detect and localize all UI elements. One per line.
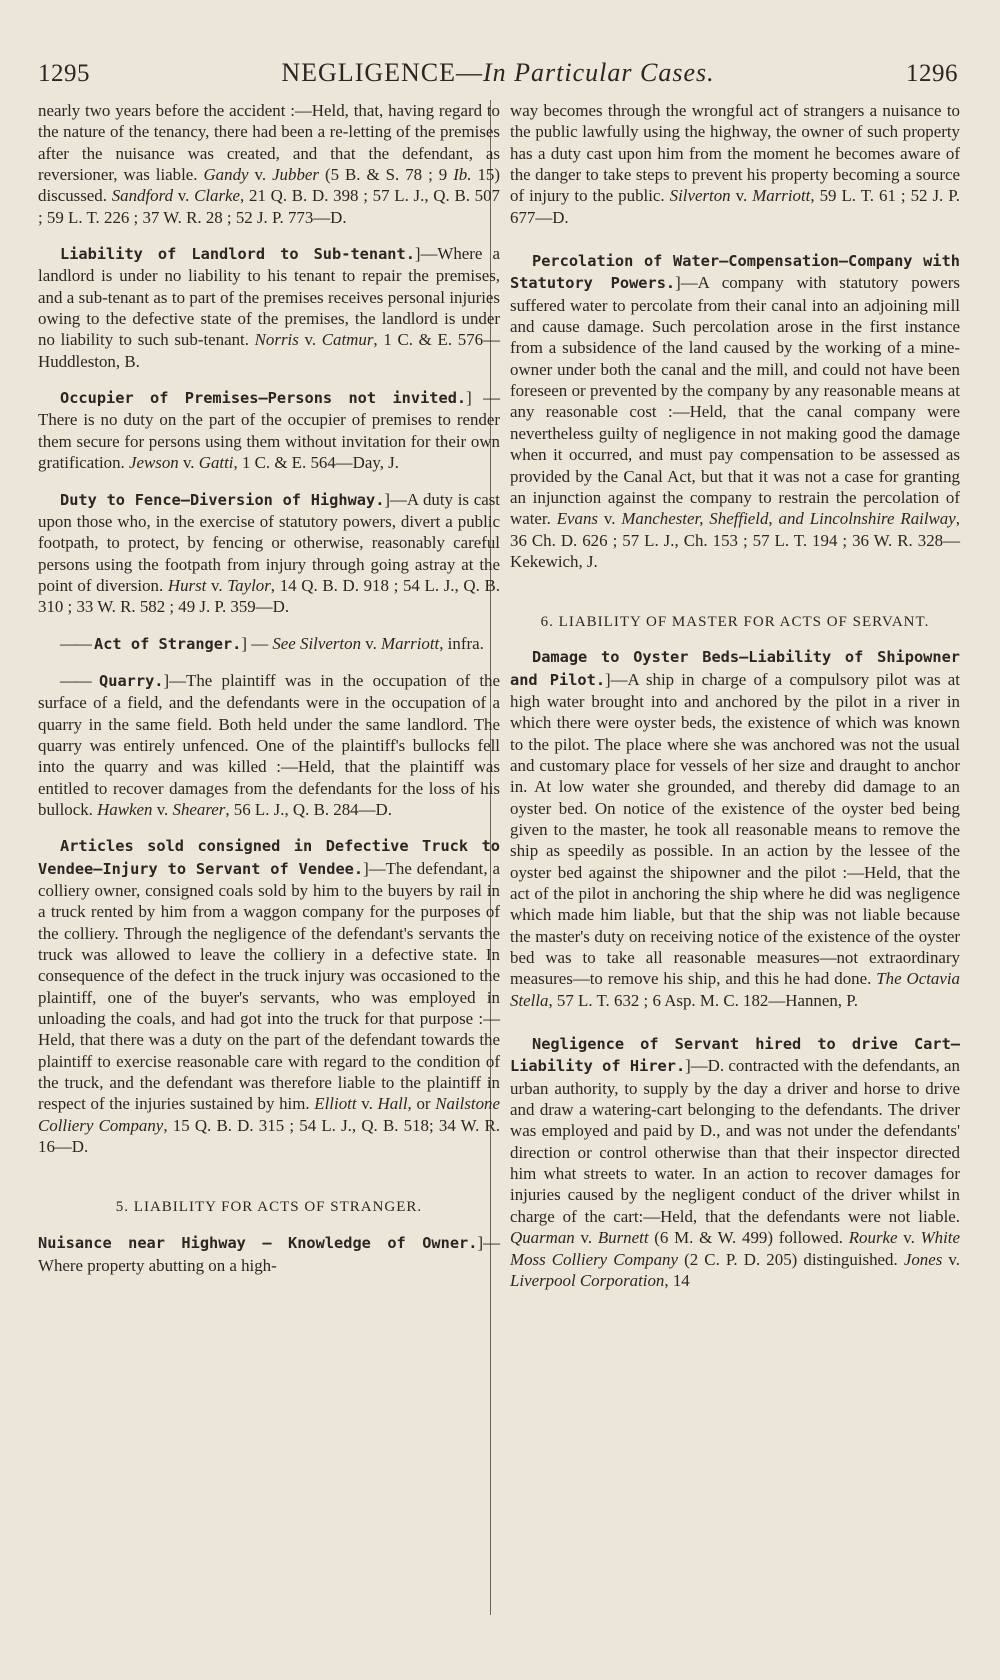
body-text: (5 B. & S. 78 ; 9 xyxy=(318,165,454,185)
ditto-dash: —— xyxy=(60,633,90,653)
body-text: ]—A company with statutory powers suffered water to percolate from their canal into an adjoining mill and cause damage. Such percolation arose in the first instance from a subsidence of the land caused by the working of a mine-owner under both the canal and the mill, and could not have been foreseen or prevented by the company by any reasonable means at any reasonable cost :—Held, that the canal company were nevertheless guilty of negligence in not making good the damage when it occurred, and must pay compensation to be assessed as provided by the Canal Act, but that it was not a case for granting an injunction against the company to restrain the percolation of water. xyxy=(510,273,960,529)
case-name: Manchester, Sheffield, and Lincolnshire Railway xyxy=(621,509,956,529)
body-text: , 57 L. T. 632 ; 6 Asp. M. C. 182—Hannen, P. xyxy=(548,990,858,1010)
body-text: v. xyxy=(206,575,228,595)
case-name: Hurst xyxy=(167,575,207,595)
case-name: Sandford xyxy=(111,186,174,206)
entry-heading: Nuisance near Highway — Knowledge of Owner. xyxy=(38,1234,478,1253)
body-text: ]—Where a landlord is under no liability to his tenant to repair the premises, and a sub-tenant as to part of the premises receives personal injuries owing to the defective state of the premises, the landlord is under no liability to such sub-tenant. xyxy=(38,244,500,350)
left-column xyxy=(38,100,500,1276)
case-name: Silverton xyxy=(300,633,362,653)
entry-servant-cart xyxy=(510,1033,960,1291)
entry-heading: Quarry. xyxy=(99,671,164,690)
body-text: ]—Where property abutting on a high- xyxy=(38,1233,500,1275)
body-text: , 14 xyxy=(664,1270,690,1290)
case-name: Shearer xyxy=(172,799,226,819)
body-text: v. xyxy=(361,633,382,653)
case-name: Hawken xyxy=(97,799,153,819)
entry-heading: Occupier of Premises—Persons not invited. xyxy=(60,389,467,408)
entry-heading: Duty to Fence—Diversion of Highway. xyxy=(60,490,385,509)
case-name: Rourke xyxy=(848,1228,898,1248)
case-name: The Octavia Stella xyxy=(510,969,960,1010)
entry-nuisance-highway xyxy=(38,1232,500,1276)
body-text: v. xyxy=(248,165,273,185)
running-title-italic: In Particular Cases. xyxy=(483,58,715,87)
case-name: Elliott xyxy=(314,1094,357,1114)
body-text: , infra. xyxy=(439,633,484,653)
body-text: 15) discussed. xyxy=(38,165,500,206)
entry-duty-to-fence xyxy=(38,489,500,618)
continued-paragraph xyxy=(38,100,500,228)
body-text: , 1 C. & E. 576—Huddleston, B. xyxy=(38,330,500,371)
see-reference: See xyxy=(272,633,296,653)
entry-heading: Act of Stranger. xyxy=(94,634,242,653)
continued-paragraph xyxy=(510,100,960,228)
body-text: ] —There is no duty on the part of the occupier of premises to render them secure for persons using them without invitation for their own gratification. xyxy=(38,388,500,473)
body-text: way becomes through the wrongful act of strangers a nuisance to the public lawfully using the highway, the owner of such property has a duty cast upon him from the moment he becomes aware of the danger to take steps to prevent his property becoming a source of injury to the public. xyxy=(510,101,960,206)
case-name: Nailstone Colliery Company xyxy=(38,1094,500,1135)
body-text: , 15 Q. B. D. 315 ; 54 L. J., Q. B. 518; 34 W. R. 16—D. xyxy=(38,1115,500,1157)
case-name: Marriott xyxy=(381,633,440,653)
case-name: Ib. xyxy=(453,165,472,185)
case-name: Gandy xyxy=(203,165,249,185)
case-name: Burnett xyxy=(597,1228,649,1248)
body-text: v. xyxy=(730,186,753,206)
body-text: v. xyxy=(298,330,322,350)
body-text: ] — xyxy=(241,633,273,653)
body-text: v. xyxy=(574,1228,598,1248)
body-text: , 21 Q. B. D. 398 ; 57 L. J., Q. B. 507 ; 59 L. T. 226 ; 37 W. R. 28 ; 52 J. P. 773—D. xyxy=(38,186,500,227)
entry-heading: Liability of Landlord to Sub-tenant. xyxy=(60,245,415,264)
body-text: , 56 L. J., Q. B. 284—D. xyxy=(225,799,392,819)
running-title xyxy=(281,58,714,88)
body-text: v. xyxy=(897,1228,921,1248)
case-name: Jubber xyxy=(272,165,319,185)
entry-heading: Percolation of Water—Compensation—Company with Statutory Powers. xyxy=(510,252,960,293)
body-text: v. xyxy=(356,1094,378,1114)
entry-quarry xyxy=(38,670,500,820)
entry-act-of-stranger xyxy=(38,633,500,655)
case-name: Quarman xyxy=(510,1228,575,1248)
body-text: ]—A duty is cast upon those who, in the exercise of statutory powers, divert a public footpath, to protect, by fencing or otherwise, reasonably careful persons using the footpath from injury through going astray at the point of diversion. xyxy=(38,489,500,595)
case-name: Jones xyxy=(903,1249,943,1269)
body-text: , 59 L. T. 61 ; 52 J. P. 677—D. xyxy=(510,186,960,227)
body-text: , 1 C. & E. 564—Day, J. xyxy=(233,453,399,473)
ditto-dash: —— xyxy=(60,670,90,690)
running-title-main: NEGLIGENCE— xyxy=(281,58,484,87)
entry-heading: Articles sold consigned in Defective Truck to Vendee—Injury to Servant of Vendee. xyxy=(38,837,500,878)
body-text: ]—A ship in charge of a compulsory pilot was at high water brought into and anchored by the pilot in a river in which there were oyster beds, the existence of which was known to the pilot. The place where she was anchored was not the usual and customary place for vessels of her size and draught to anchor in. At low water she grounded, and thereby did damage to an oyster bed. On notice of the existence of the oyster bed being given to the master, he took all reasonable means to remove the ship as speedily as possible. In an action by the lessee of the oyster bed against the shipowner and the pilot :—Held, that the act of the pilot in anchoring the ship where he did was negligence which made him liable, but that the ship was not liable because the master's duty on receiving notice of the existence of the oyster bed was to take all reasonable measures—not extraordinary measures—to remove his ship, and this he had done. xyxy=(510,669,960,989)
entry-defective-truck xyxy=(38,835,500,1157)
entry-occupier-premises xyxy=(38,387,500,473)
body-text: v. xyxy=(173,186,195,206)
entry-oyster-beds xyxy=(510,646,960,1011)
body-text: , 14 Q. B. D. 918 ; 54 L. J., Q. B. 310 ; 33 W. R. 582 ; 49 J. P. 359—D. xyxy=(38,575,500,617)
left-page-number: 1295 xyxy=(38,60,90,87)
body-text: , 36 Ch. D. 626 ; 57 L. J., Ch. 153 ; 57 L. T. 194 ; 36 W. R. 328—Kekewich, J. xyxy=(510,509,960,571)
body-text: ]—D. contracted with the defendants, an urban authority, to supply by the day a driver and horse to drive and draw a watering-cart belonging to the defendants. The driver was employed and paid by D., and was not under the defendants' direction or control otherwise than that their inspector directed him what streets to water. In an action to recover damages for injuries caused by the negligent conduct of the driver whilst in charge of the cart:—Held, that the defendants were not liable. xyxy=(510,1056,961,1226)
right-column xyxy=(510,100,960,1291)
body-text: ]—The defendant, a colliery owner, consigned coals sold by him to the buyers by rail in a truck rented by him from a waggon company for the purposes of the colliery. Through the negligence of the defendant's servants the truck was allowed to leave the colliery in a defective state. In consequence of the defect in the truck injury was occasioned to the plaintiff, one of the buyer's servants, who was employed in unloading the coals, and had got into the truck for that purpose :—Held, that there was a duty on the part of the defendant towards the plaintiff to exercise reasonable care with regard to the condition of the truck, and the defendant was therefore liable to the plaintiff in respect of the injuries sustained by him. xyxy=(38,858,500,1114)
body-text: ]—The plaintiff was in the occupation of the surface of a field, and the defendants were in the occupation of a quarry in the same field. Both held under the same landlord. The quarry was entirely unfenced. One of the plaintiff's bullocks fell into the quarry and was killed :—Held, that the plaintiff was entitled to recover damages from the defendants for the loss of his bullock. xyxy=(38,670,500,819)
body-text: , or xyxy=(407,1094,436,1114)
case-name: Marriott xyxy=(752,186,811,206)
case-name: Clarke xyxy=(194,186,241,206)
entry-percolation-water xyxy=(510,250,960,572)
case-name: Silverton xyxy=(669,186,731,206)
body-text: v. xyxy=(178,453,199,473)
case-name: Evans xyxy=(556,509,598,529)
case-name: Catmur xyxy=(321,330,374,350)
section-heading-6: 6. LIABILITY OF MASTER FOR ACTS OF SERVANT. xyxy=(540,614,930,631)
section-heading-5: 5. LIABILITY FOR ACTS OF STRANGER. xyxy=(115,1199,423,1216)
running-header xyxy=(38,58,958,98)
case-name: Norris xyxy=(254,330,299,350)
entry-heading: Negligence of Servant hired to drive Cart—Liability of Hirer. xyxy=(510,1035,960,1076)
entry-landlord-subtenant xyxy=(38,243,500,372)
case-name: Liverpool Corporation xyxy=(510,1270,665,1290)
entry-heading: Damage to Oyster Beds—Liability of Shipowner and Pilot. xyxy=(510,648,960,689)
case-name: Taylor xyxy=(227,575,271,595)
body-text: (6 M. & W. 499) followed. xyxy=(648,1228,849,1248)
body-text: (2 C. P. D. 205) distinguished. xyxy=(678,1249,904,1269)
case-name: Hall xyxy=(377,1094,408,1114)
case-name: White Moss Colliery Company xyxy=(510,1228,960,1269)
body-text: v. xyxy=(597,509,622,529)
right-page-number: 1296 xyxy=(906,60,958,87)
body-text: nearly two years before the accident :—Held, that, having regard to the nature of the tenancy, there had been a re-letting of the premises after the nuisance was created, and that the defendant, as reversioner, was liable. xyxy=(38,101,500,185)
case-name: Jewson xyxy=(129,453,179,473)
body-text: v. xyxy=(942,1249,960,1269)
body-text: v. xyxy=(152,799,173,819)
case-name: Gatti xyxy=(198,453,234,473)
